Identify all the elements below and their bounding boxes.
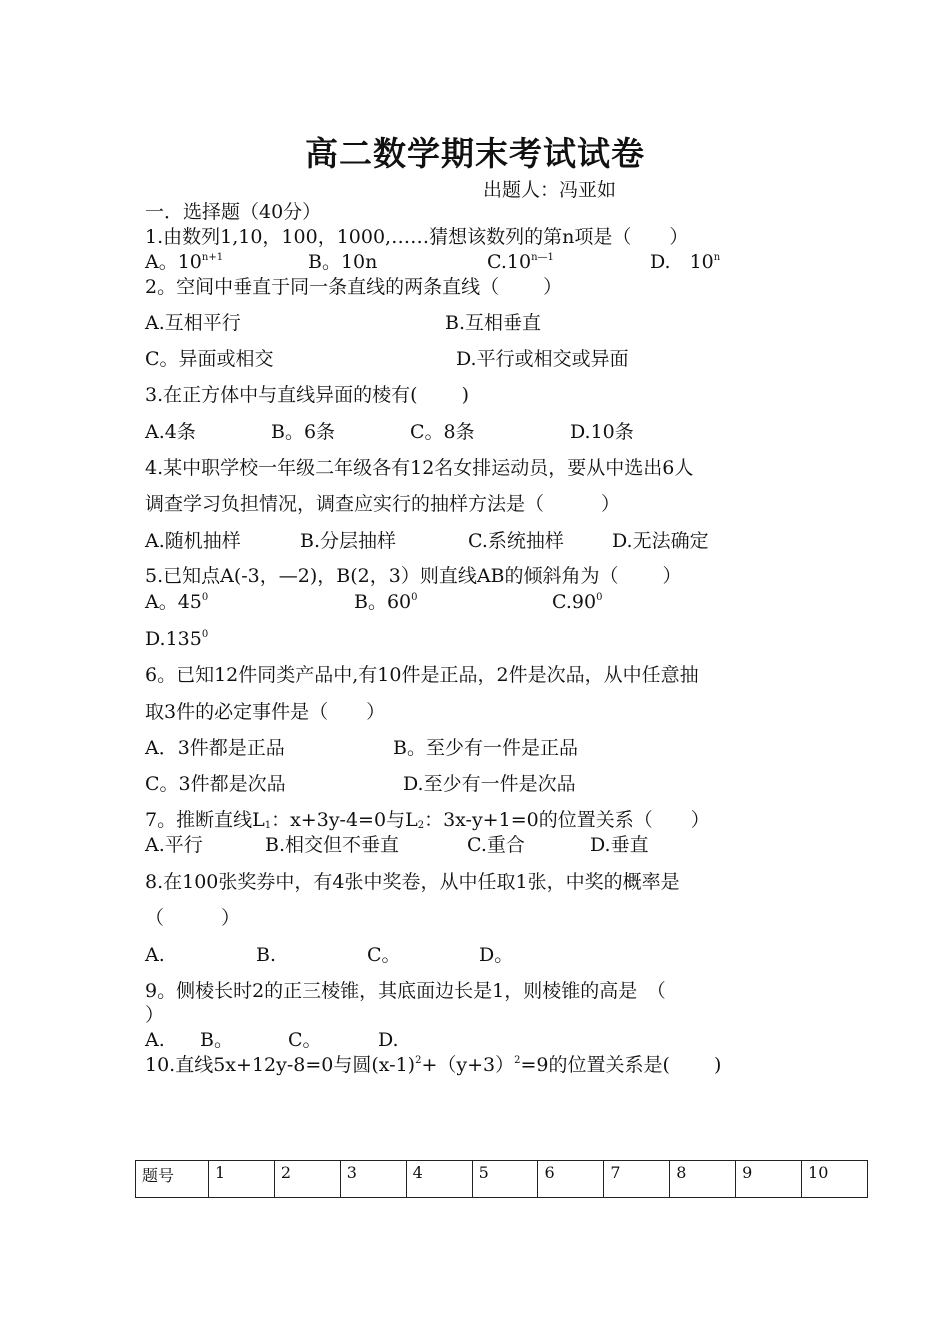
question-4-stem-line-1: 4.某中职学校一年级二年级各有12名女排运动员，要从中选出6人 bbox=[145, 457, 694, 479]
question-5-option-d: D.135$^0$ bbox=[145, 628, 209, 650]
question-2-option-b: B.互相垂直 bbox=[445, 312, 542, 334]
answer-table bbox=[135, 1160, 868, 1198]
answer-cell-4[interactable]: 4 bbox=[406, 1161, 472, 1198]
question-2-option-c: C。异面或相交 bbox=[145, 348, 274, 370]
question-8-stem-line-2: （ ） bbox=[145, 907, 241, 929]
question-4-option-c: C.系统抽样 bbox=[468, 530, 564, 552]
answer-cell-7[interactable]: 7 bbox=[604, 1161, 670, 1198]
question-5-stem: 5.已知点A(-3，—2)，B(2，3）则直线AB的倾斜角为（ ） bbox=[145, 565, 682, 587]
question-6-stem-line-1: 6。已知12件同类产品中,有10件是正品，2件是次品，从中任意抽 bbox=[145, 664, 699, 686]
question-7-option-a: A.平行 bbox=[145, 834, 203, 856]
question-2-option-d: D.平行或相交或异面 bbox=[456, 348, 629, 370]
question-1-option-d: D. 10$^n$ bbox=[650, 251, 721, 273]
question-4-option-b: B.分层抽样 bbox=[300, 530, 397, 552]
question-5-option-c: $C.90^0$ bbox=[552, 591, 603, 613]
question-10-stem: 10.直线5x+12y-8=0与圆$(x-1)^2+(y+3)^2=9$的位置关系是( ) bbox=[145, 1054, 722, 1076]
question-4-stem-line-2: 调查学习负担情况，调查应实行的抽样方法是（ ） bbox=[145, 493, 621, 515]
question-9-option-a: A. bbox=[145, 1029, 165, 1051]
answer-cell-9[interactable]: 9 bbox=[736, 1161, 802, 1198]
question-6-option-a: A．3件都是正品 bbox=[145, 737, 285, 759]
question-8-option-a: A. bbox=[145, 944, 165, 966]
question-7-option-c: C.重合 bbox=[467, 834, 525, 856]
section-heading: 一．选择题（40分） bbox=[145, 201, 322, 223]
question-6-stem-line-2: 取3件的必定事件是（ ） bbox=[145, 701, 386, 723]
question-6-option-b: B。至少有一件是正品 bbox=[393, 737, 578, 759]
question-9-option-b: B。 bbox=[200, 1029, 233, 1051]
answer-table-row bbox=[136, 1161, 868, 1198]
question-2-option-a: A.互相平行 bbox=[145, 312, 241, 334]
question-3-option-b: B。6条 bbox=[271, 421, 336, 443]
question-3-option-a: A.4条 bbox=[145, 421, 196, 443]
question-8-option-b: B. bbox=[256, 944, 277, 966]
answer-cell-8[interactable]: 8 bbox=[670, 1161, 736, 1198]
answer-cell-5[interactable]: 5 bbox=[472, 1161, 538, 1198]
question-1-option-c: $C.10^{n—1}$ bbox=[487, 251, 554, 273]
question-7-option-b: B.相交但不垂直 bbox=[265, 834, 400, 856]
question-2-stem: 2。空间中垂直于同一条直线的两条直线（ ） bbox=[145, 276, 563, 298]
page-title: 高二数学期末考试试卷 bbox=[305, 134, 645, 173]
question-9-stem-line-2: ） bbox=[145, 1004, 165, 1026]
question-9-option-c: C。 bbox=[288, 1029, 322, 1051]
question-8-stem-line-1: 8.在100张奖券中，有4张中奖卷，从中任取1张，中奖的概率是 bbox=[145, 871, 680, 893]
question-1-option-b: B。10n bbox=[308, 251, 378, 273]
question-9-stem-line-1: 9。侧棱长时2的正三棱锥，其底面边长是1，则棱锥的高是 （ bbox=[145, 980, 666, 1002]
answer-table-header-cell: 题号 bbox=[136, 1161, 209, 1198]
question-3-stem: 3.在正方体中与直线异面的棱有( ) bbox=[145, 384, 469, 406]
question-4-option-d: D.无法确定 bbox=[612, 530, 709, 552]
question-6-option-d: D.至少有一件是次品 bbox=[403, 773, 576, 795]
question-7-option-d: D.垂直 bbox=[590, 834, 649, 856]
question-4-option-a: A.随机抽样 bbox=[145, 530, 241, 552]
answer-cell-3[interactable]: 3 bbox=[340, 1161, 406, 1198]
question-1-option-a: A。$10^{n+1}$ bbox=[145, 251, 224, 273]
answer-cell-10[interactable]: 10 bbox=[802, 1161, 868, 1198]
answer-cell-2[interactable]: 2 bbox=[274, 1161, 340, 1198]
question-3-option-c: C。8条 bbox=[410, 421, 475, 443]
question-1-stem: 1.由数列1,10，100，1000,……猜想该数列的第n项是（ ） bbox=[145, 226, 689, 248]
author-line: 出题人：冯亚如 bbox=[483, 179, 617, 201]
question-5-option-b: B。$60^0$ bbox=[354, 591, 418, 613]
question-3-option-d: D.10条 bbox=[570, 421, 634, 443]
question-5-option-a: A。$45^0$ bbox=[145, 591, 209, 613]
answer-cell-1[interactable]: 1 bbox=[209, 1161, 275, 1198]
answer-cell-6[interactable]: 6 bbox=[538, 1161, 604, 1198]
question-9-option-d: D. bbox=[378, 1029, 399, 1051]
question-6-option-c: C。3件都是次品 bbox=[145, 773, 286, 795]
question-8-option-d: D。 bbox=[479, 944, 514, 966]
question-7-stem: 7。推断直线$L_1$：x+3y-4=0与$L_2$：3x-y+1=0的位置关系（ ） bbox=[145, 809, 710, 831]
question-8-option-c: C。 bbox=[367, 944, 401, 966]
